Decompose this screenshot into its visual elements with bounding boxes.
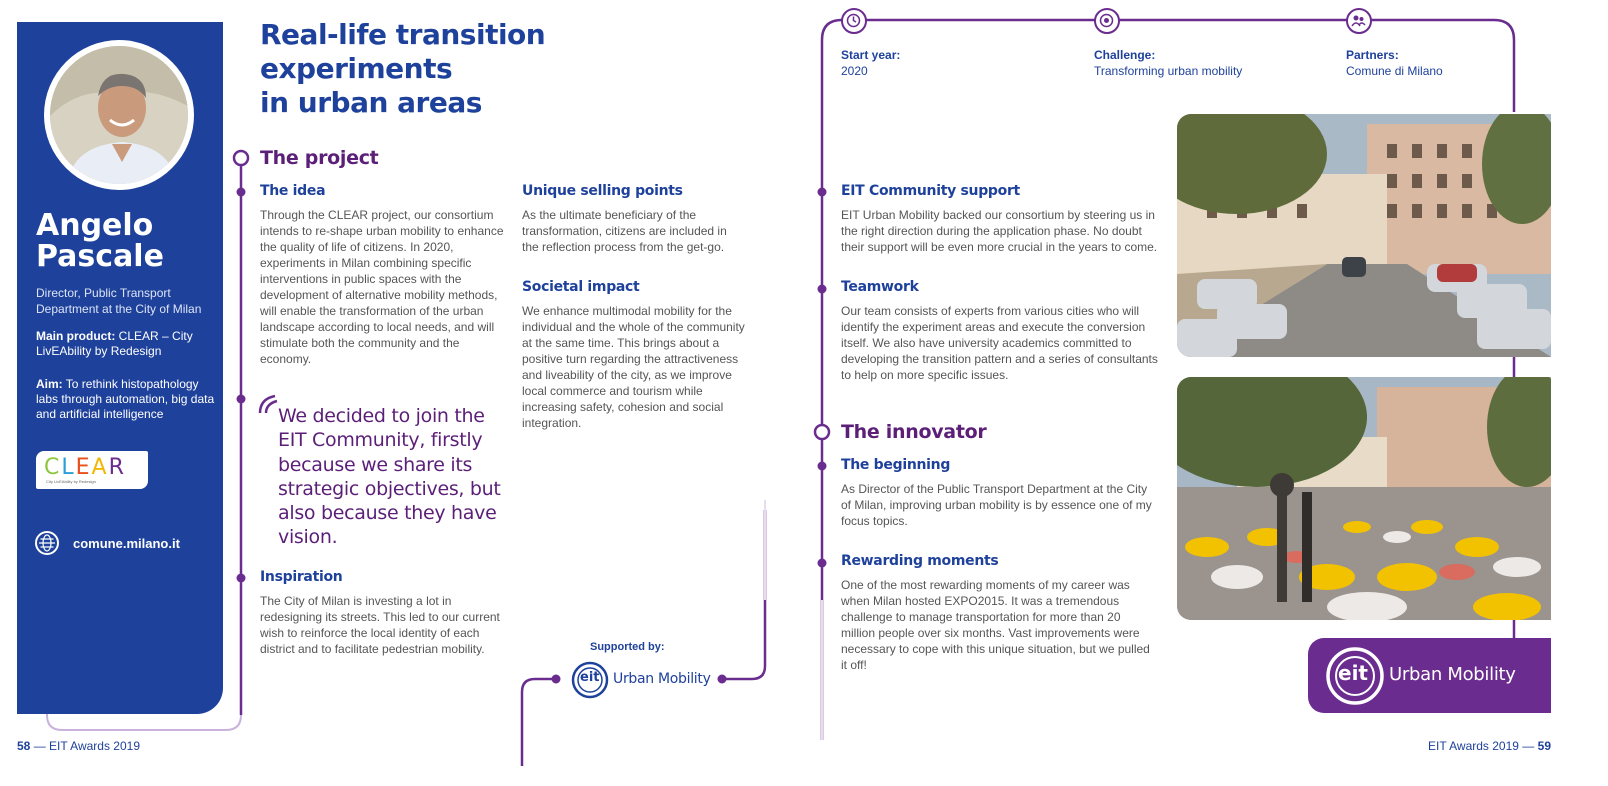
footer-right: EIT Awards 2019 — 59 [1428, 739, 1551, 753]
clear-logo-tagline: City LivEAbility by Redesign [46, 479, 96, 484]
inspiration-text: The City of Milan is investing a lot in redesigning its streets. This led to our current wish to reinforce the local identity of each district and to facilitate pedestrian mobility. [260, 594, 500, 656]
eit-logo-large-brand: Urban Mobility [1389, 664, 1516, 685]
eit-logo-small [571, 661, 716, 699]
partners-icon [1346, 8, 1372, 34]
rewarding-text: One of the most rewarding moments of my career was when Milan hosted EXPO2015. It was a tremendous challenge to manage transportation for more than 20 million people over six months. Vast improvements were necessary to cope with this unique situation, but we pulled it off! [841, 578, 1150, 672]
clear-logo-word [44, 455, 126, 480]
clear-logo-letter: A [91, 455, 109, 480]
person-name: Angelo Pascale [36, 208, 164, 274]
calendar-icon [841, 8, 867, 34]
societal-text: We enhance multimodal mobility for the individual and the whole of the community at the same time. This brings about a positive turn regarding the attractiveness and liveability of the city, as we improve local commerce and tourism while increasing safety, cohesion and social integration. [522, 304, 745, 430]
target-icon [1094, 8, 1120, 34]
quote-mark-icon [257, 393, 279, 415]
globe-icon [35, 531, 59, 555]
street-photo-before [1177, 114, 1551, 357]
clear-logo-letter: C [44, 455, 62, 480]
start-year-label: Start year: [841, 48, 901, 62]
start-year-value: 2020 [841, 64, 868, 78]
eit-urban-mobility-logo [1308, 638, 1551, 713]
challenge-label: Challenge: [1094, 48, 1156, 62]
beginning-text: As Director of the Public Transport Department at the City of Milan, improving urban mobility is by essence one of my focus topics. [841, 482, 1152, 528]
website-link[interactable]: comune.milano.it [73, 536, 180, 551]
societal-title: Societal impact [522, 279, 640, 295]
eit-logo-large-eit: eit [1338, 661, 1368, 685]
aim: Aim: To rethink histopathology labs through automation, big data and artificial intelligence [36, 377, 215, 421]
idea-title: The idea [260, 183, 326, 199]
partners-label: Partners: [1346, 48, 1399, 62]
community-support-text: EIT Urban Mobility backed our consortium by steering us in the right direction during the application phase. No doubt their support will be even more crucial in the years to come. [841, 208, 1158, 254]
teamwork-title: Teamwork [841, 279, 919, 295]
section-title-project: The project [260, 147, 379, 169]
eit-logo-small-brand: Urban Mobility [613, 671, 711, 687]
rewarding-title: Rewarding moments [841, 553, 999, 569]
main-product: Main product: CLEAR – City LivEAbility by Redesign [36, 329, 193, 358]
street-photo-after [1177, 377, 1551, 620]
beginning-title: The beginning [841, 457, 951, 473]
section-title-innovator: The innovator [841, 421, 987, 443]
clear-logo [36, 451, 148, 489]
clear-logo-letter: E [75, 455, 92, 480]
page-title: Real-life transition experiments in urban areas [260, 18, 546, 119]
portrait-photo [50, 46, 188, 184]
avatar [44, 40, 194, 190]
inspiration-title: Inspiration [260, 569, 343, 585]
footer-left: 58 — EIT Awards 2019 [17, 739, 140, 753]
usp-text: As the ultimate beneficiary of the transformation, citizens are included in the reflection process from the get-go. [522, 208, 727, 254]
clear-logo-letter: R [108, 455, 126, 480]
supported-by-label: Supported by: [590, 641, 665, 653]
usp-title: Unique selling points [522, 183, 683, 199]
person-role: Director, Public Transport Department at the City of Milan [36, 286, 202, 316]
challenge-value: Transforming urban mobility [1094, 64, 1243, 78]
clear-logo-letter: L [61, 455, 76, 480]
community-support-title: EIT Community support [841, 183, 1020, 199]
partners-value: Comune di Milano [1346, 64, 1443, 78]
teamwork-text: Our team consists of experts from various cities who will identify the experiment areas and execute the conversion itself. We also have university academics committed to developing the transition pattern and a series of consultants to help on more specific issues. [841, 304, 1158, 382]
pull-quote: We decided to join the EIT Community, firstly because we share its strategic objectives, but also because they have vision. [278, 405, 501, 549]
idea-text: Through the CLEAR project, our consortium intends to re-shape urban mobility to enhance the quality of life of citizens. In 2020, experiments in Milan combining specific interventions in public spaces with the development of alternative mobility methods, will enable the transformation of the urban landscape according to local needs, and will stimulate both the community and the economy. [260, 208, 504, 366]
eit-logo-small-eit: eit [580, 670, 600, 685]
